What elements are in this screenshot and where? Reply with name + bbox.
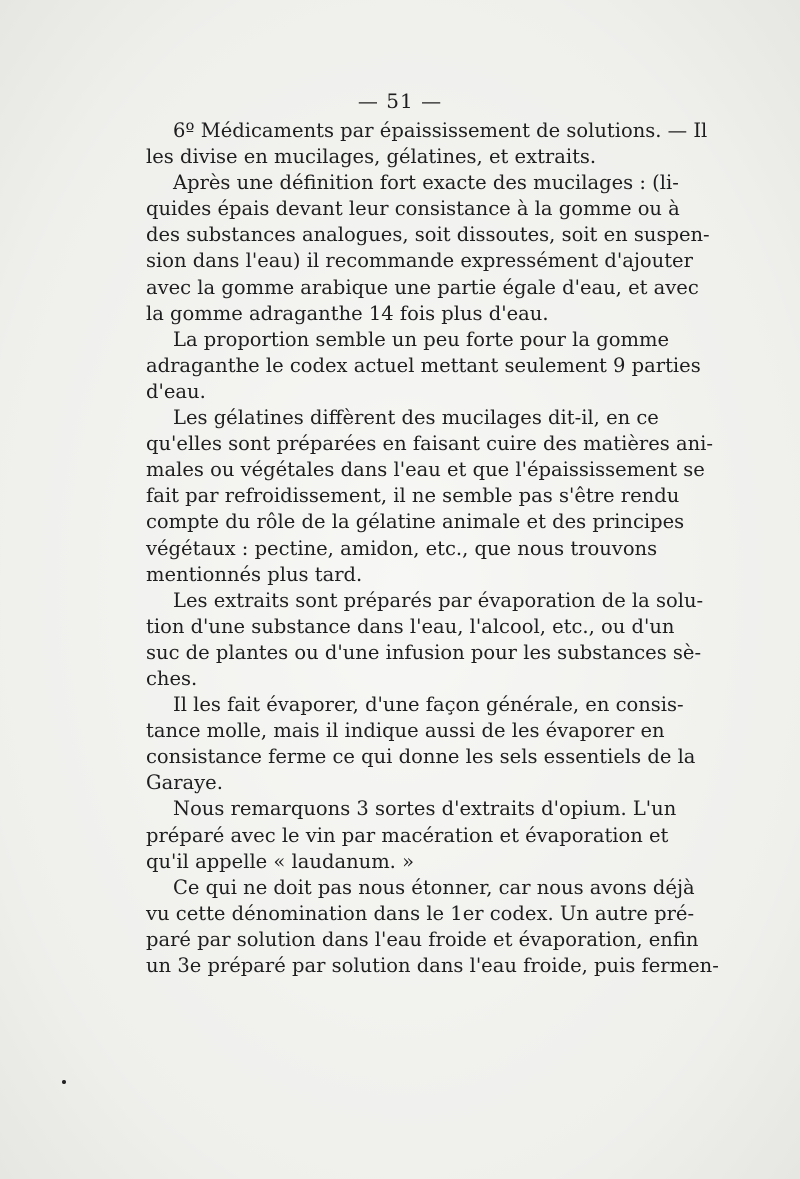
text-line: les divise en mucilages, gélatines, et extraits. [146, 145, 597, 169]
text-line: Après une définition fort exacte des mucilages : (li- [173, 171, 679, 195]
text-line: Les extraits sont préparés par évaporation de la solu- [173, 588, 704, 612]
text-line: suc de plantes ou d'une infusion pour les substances sè- [146, 640, 702, 664]
text-line: 6º Médicaments par épaississement de solutions. — Il [173, 119, 708, 142]
text-line: tion d'une substance dans l'eau, l'alcool, etc., ou d'un [146, 614, 675, 638]
text-line: Les gélatines diffèrent des mucilages dit-il, en ce [173, 406, 659, 430]
body-text [146, 118, 719, 979]
text-line: La proportion semble un peu forte pour la gomme [173, 327, 669, 351]
paragraph [146, 692, 696, 796]
text-line: Il les fait évaporer, d'une façon générale, en consis- [173, 693, 684, 717]
text-line: préparé avec le vin par macération et évaporation et [146, 823, 669, 847]
paragraph [146, 588, 704, 692]
text-line: sion dans l'eau) il recommande expressément d'ajouter [146, 249, 693, 273]
paragraph [146, 118, 708, 170]
text-line: consistance ferme ce qui donne les sels essentiels de la [146, 745, 696, 769]
text-line: un 3e préparé par solution dans l'eau froide, puis fermen- [146, 954, 719, 977]
paragraph [146, 405, 713, 588]
text-line: mentionnés plus tard. [146, 562, 363, 586]
text-line: d'eau. [146, 379, 206, 403]
ink-speck [62, 1080, 66, 1084]
text-line: adraganthe le codex actuel mettant seulement 9 parties [146, 353, 701, 377]
text-line: males ou végétales dans l'eau et que l'épaississement se [146, 458, 705, 482]
text-line: qu'elles sont préparées en faisant cuire des matières ani- [146, 432, 713, 456]
text-line: qu'il appelle « laudanum. » [146, 849, 415, 873]
text-line: avec la gomme arabique une partie égale d'eau, et avec [146, 275, 699, 299]
paragraph [146, 327, 701, 405]
paragraph [146, 170, 710, 327]
text-line: vu cette dénomination dans le 1er codex. Un autre pré- [146, 901, 695, 925]
text-line: végétaux : pectine, amidon, etc., que nous trouvons [146, 536, 658, 560]
text-line: la gomme adraganthe 14 fois plus d'eau. [146, 301, 549, 325]
text-line: Garaye. [146, 771, 223, 795]
text-line: paré par solution dans l'eau froide et évaporation, enfin [146, 927, 699, 951]
text-line: Ce qui ne doit pas nous étonner, car nous avons déjà [173, 875, 695, 899]
paragraph [146, 875, 719, 979]
paragraph [146, 796, 677, 874]
text-line: des substances analogues, soit dissoutes, soit en suspen- [146, 223, 710, 247]
text-line: Nous remarquons 3 sortes d'extraits d'opium. L'un [173, 797, 677, 821]
text-line: ches. [146, 666, 198, 690]
text-line: tance molle, mais il indique aussi de les évaporer en [146, 719, 665, 743]
text-line: quides épais devant leur consistance à la gomme ou à [146, 197, 680, 221]
text-line: fait par refroidissement, il ne semble pas s'être rendu [146, 484, 680, 508]
page-number: — 51 — [357, 89, 443, 113]
text-line: compte du rôle de la gélatine animale et des principes [146, 510, 685, 534]
